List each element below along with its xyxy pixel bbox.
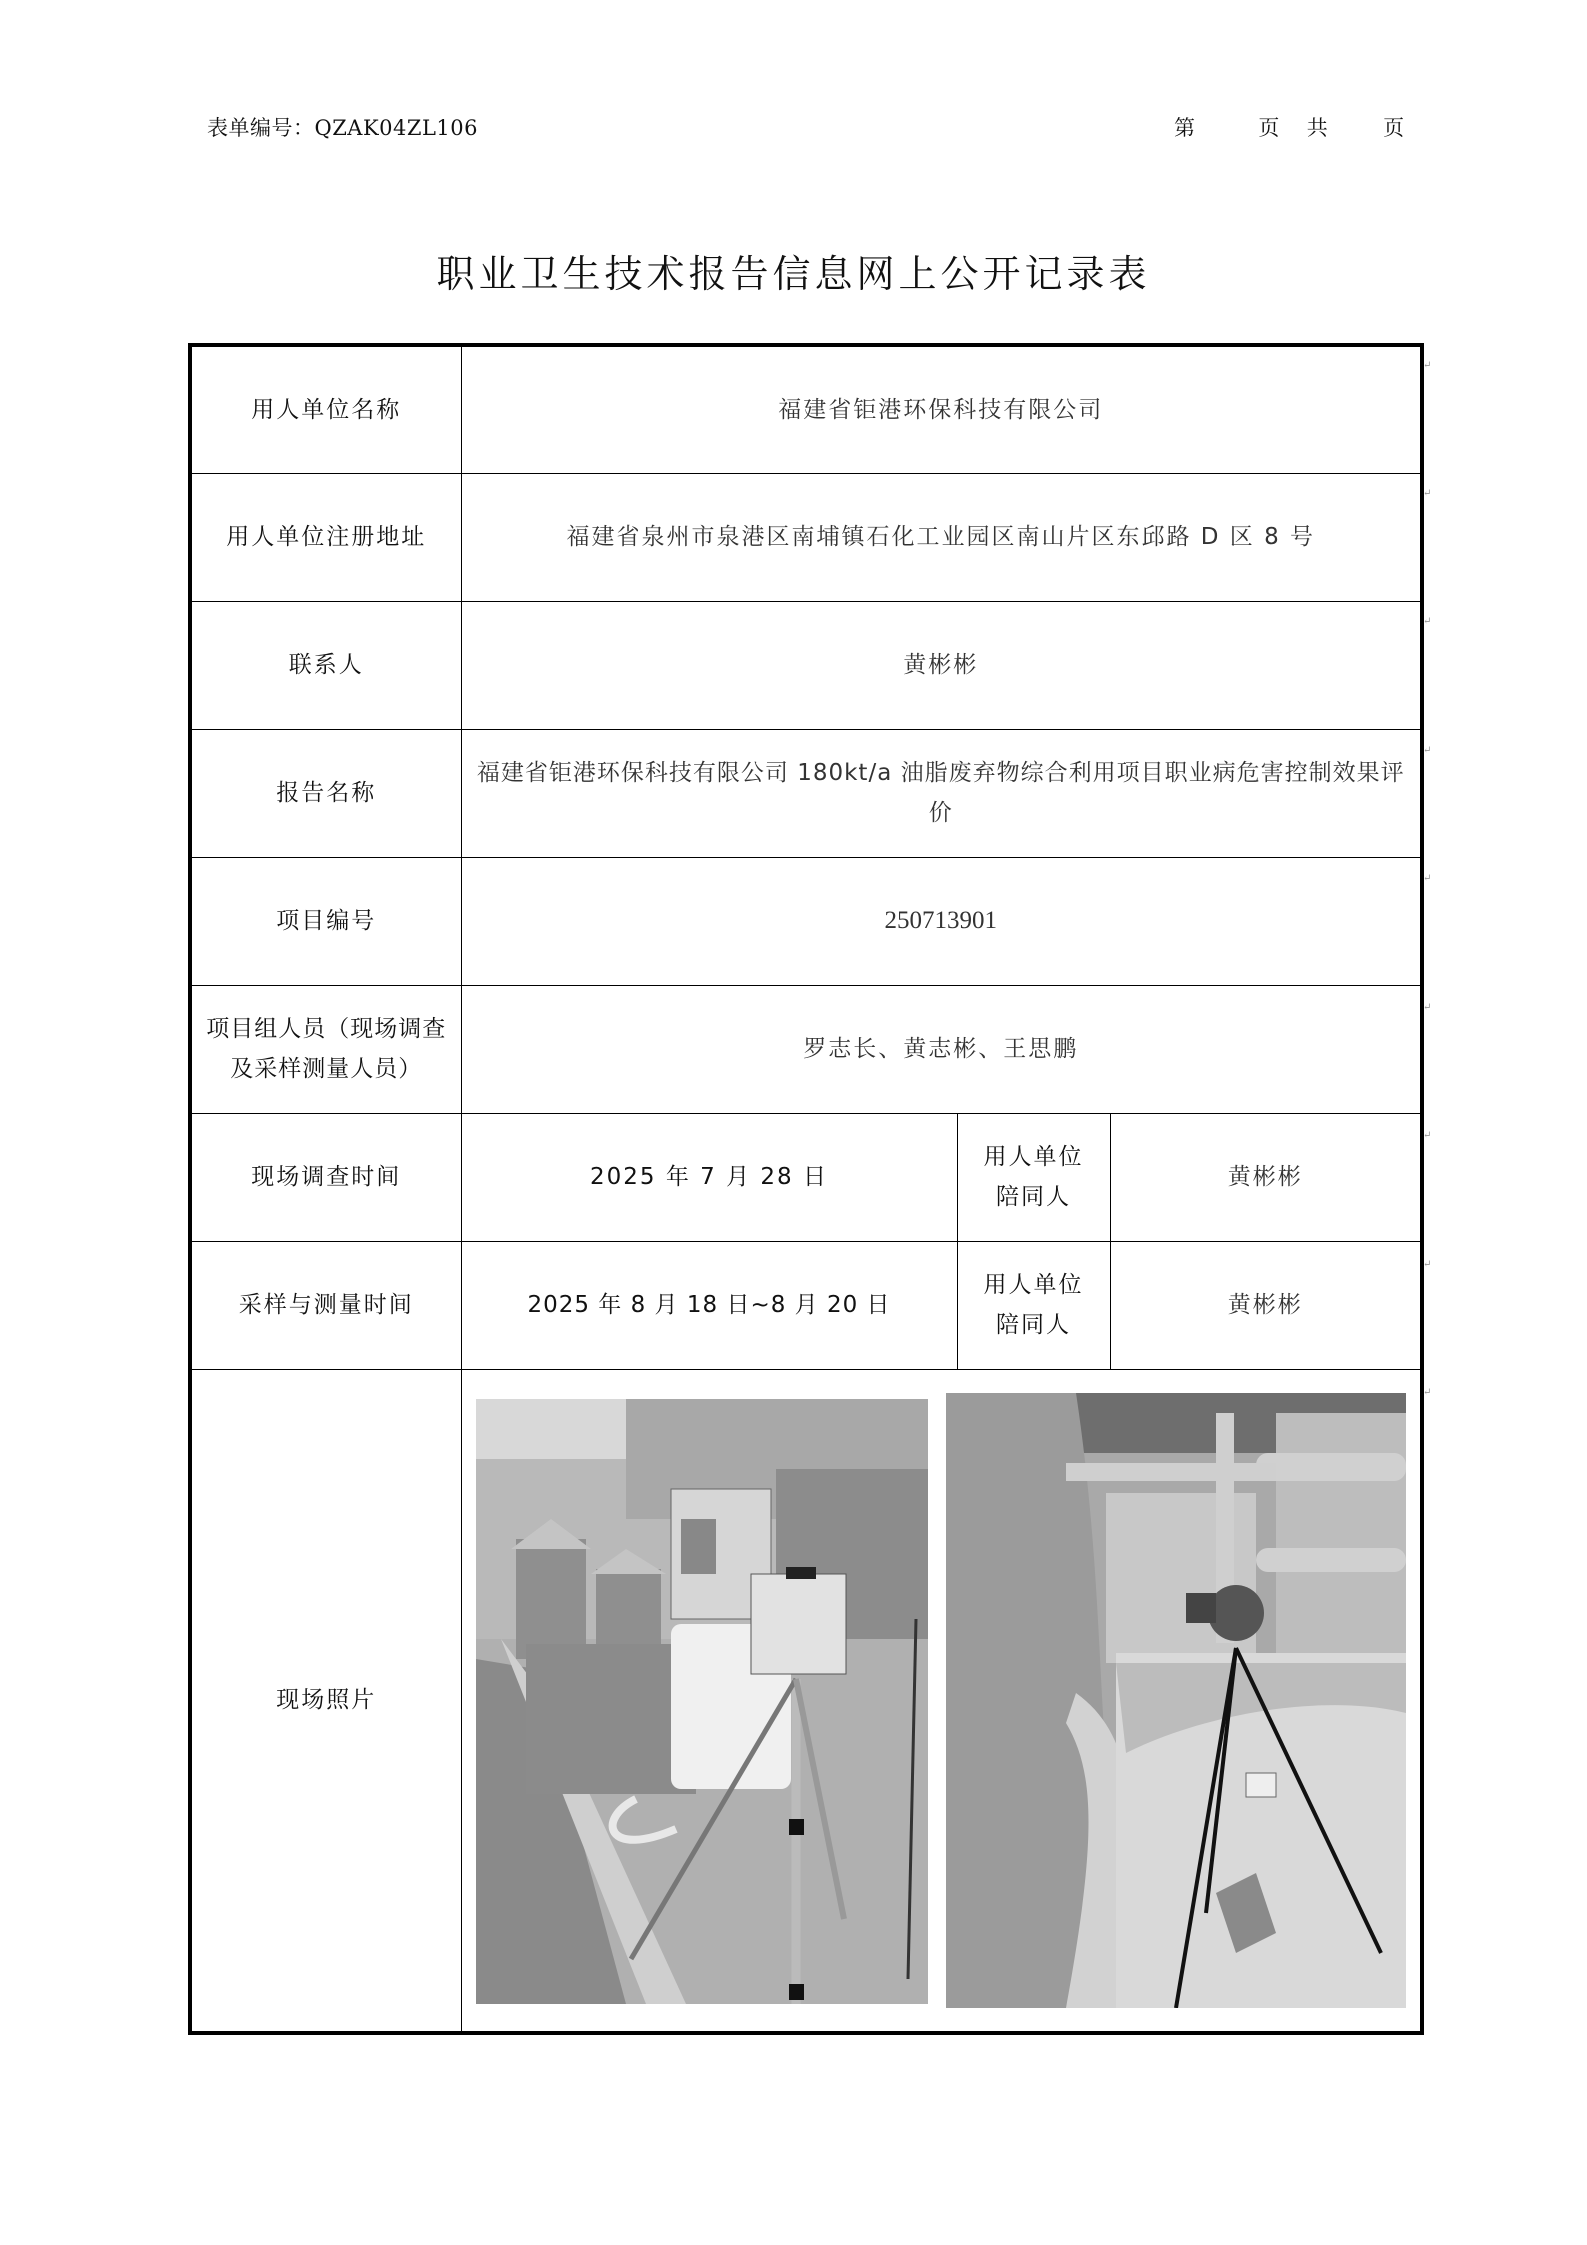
page-label-di: 第 (1174, 116, 1195, 140)
paragraph-mark: ↵ (1423, 488, 1432, 499)
paragraph-mark: ↵ (1423, 745, 1432, 756)
paragraph-mark: ↵ (1423, 360, 1432, 371)
sampling-time-value: 2025 年 8 月 18 日~8 月 20 日 (461, 1241, 957, 1369)
page-counter (1174, 112, 1404, 142)
page-label-ye: 页 (1258, 116, 1280, 140)
page-label-gong: 共 (1306, 116, 1328, 140)
employer-name-value: 福建省钜港环保科技有限公司 (461, 345, 1422, 473)
row-project-number (190, 857, 1422, 985)
project-team-value: 罗志长、黄志彬、王思鹏 (461, 985, 1422, 1113)
employer-name-label: 用人单位名称 (190, 345, 461, 473)
row-report-name (190, 729, 1422, 857)
paragraph-mark: ↵ (1423, 1130, 1432, 1141)
survey-companion-label: 用人单位陪同人 (957, 1113, 1110, 1241)
project-number-label: 项目编号 (190, 857, 461, 985)
site-photo-outdoor-sampler (476, 1399, 928, 2004)
site-photos-cell (461, 1369, 1422, 2033)
contact-label: 联系人 (190, 601, 461, 729)
paragraph-mark: ↵ (1423, 1259, 1432, 1270)
survey-time-label: 现场调查时间 (190, 1113, 461, 1241)
report-name-value: 福建省钜港环保科技有限公司 180kt/a 油脂废弃物综合利用项目职业病危害控制效果评价 (461, 729, 1422, 857)
sampling-time-label: 采样与测量时间 (190, 1241, 461, 1369)
registered-address-label: 用人单位注册地址 (190, 473, 461, 601)
photo-indoor-image (946, 1393, 1406, 2008)
report-name-label: 报告名称 (190, 729, 461, 857)
photo-outdoor-image (476, 1399, 928, 2004)
row-project-team (190, 985, 1422, 1113)
registered-address-value: 福建省泉州市泉港区南埔镇石化工业园区南山片区东邱路 D 区 8 号 (461, 473, 1422, 601)
document-title: 职业卫生技术报告信息网上公开记录表 (436, 252, 1151, 296)
paragraph-mark: ↵ (1423, 1002, 1432, 1013)
contact-value: 黄彬彬 (461, 601, 1422, 729)
row-contact (190, 601, 1422, 729)
row-survey-time (190, 1113, 1422, 1241)
row-employer-name (190, 345, 1422, 473)
row-sampling-time (190, 1241, 1422, 1369)
sampling-companion-label: 用人单位陪同人 (957, 1241, 1110, 1369)
form-number: 表单编号：QZAK04ZL106 (207, 116, 479, 140)
paragraph-mark: ↵ (1423, 616, 1432, 627)
survey-time-value: 2025 年 7 月 28 日 (461, 1113, 957, 1241)
page-label-ye-total: 页 (1383, 116, 1405, 140)
record-table (188, 343, 1424, 2035)
project-number-value: 250713901 (461, 857, 1422, 985)
site-photos-label: 现场照片 (190, 1369, 461, 2033)
sampling-companion-value: 黄彬彬 (1110, 1241, 1422, 1369)
row-site-photos (190, 1369, 1422, 2033)
site-photo-indoor-meter (946, 1393, 1406, 2008)
survey-companion-value: 黄彬彬 (1110, 1113, 1422, 1241)
project-team-label: 项目组人员（现场调查及采样测量人员） (190, 985, 461, 1113)
paragraph-mark: ↵ (1423, 1387, 1432, 1398)
paragraph-mark: ↵ (1423, 873, 1432, 884)
row-registered-address (190, 473, 1422, 601)
